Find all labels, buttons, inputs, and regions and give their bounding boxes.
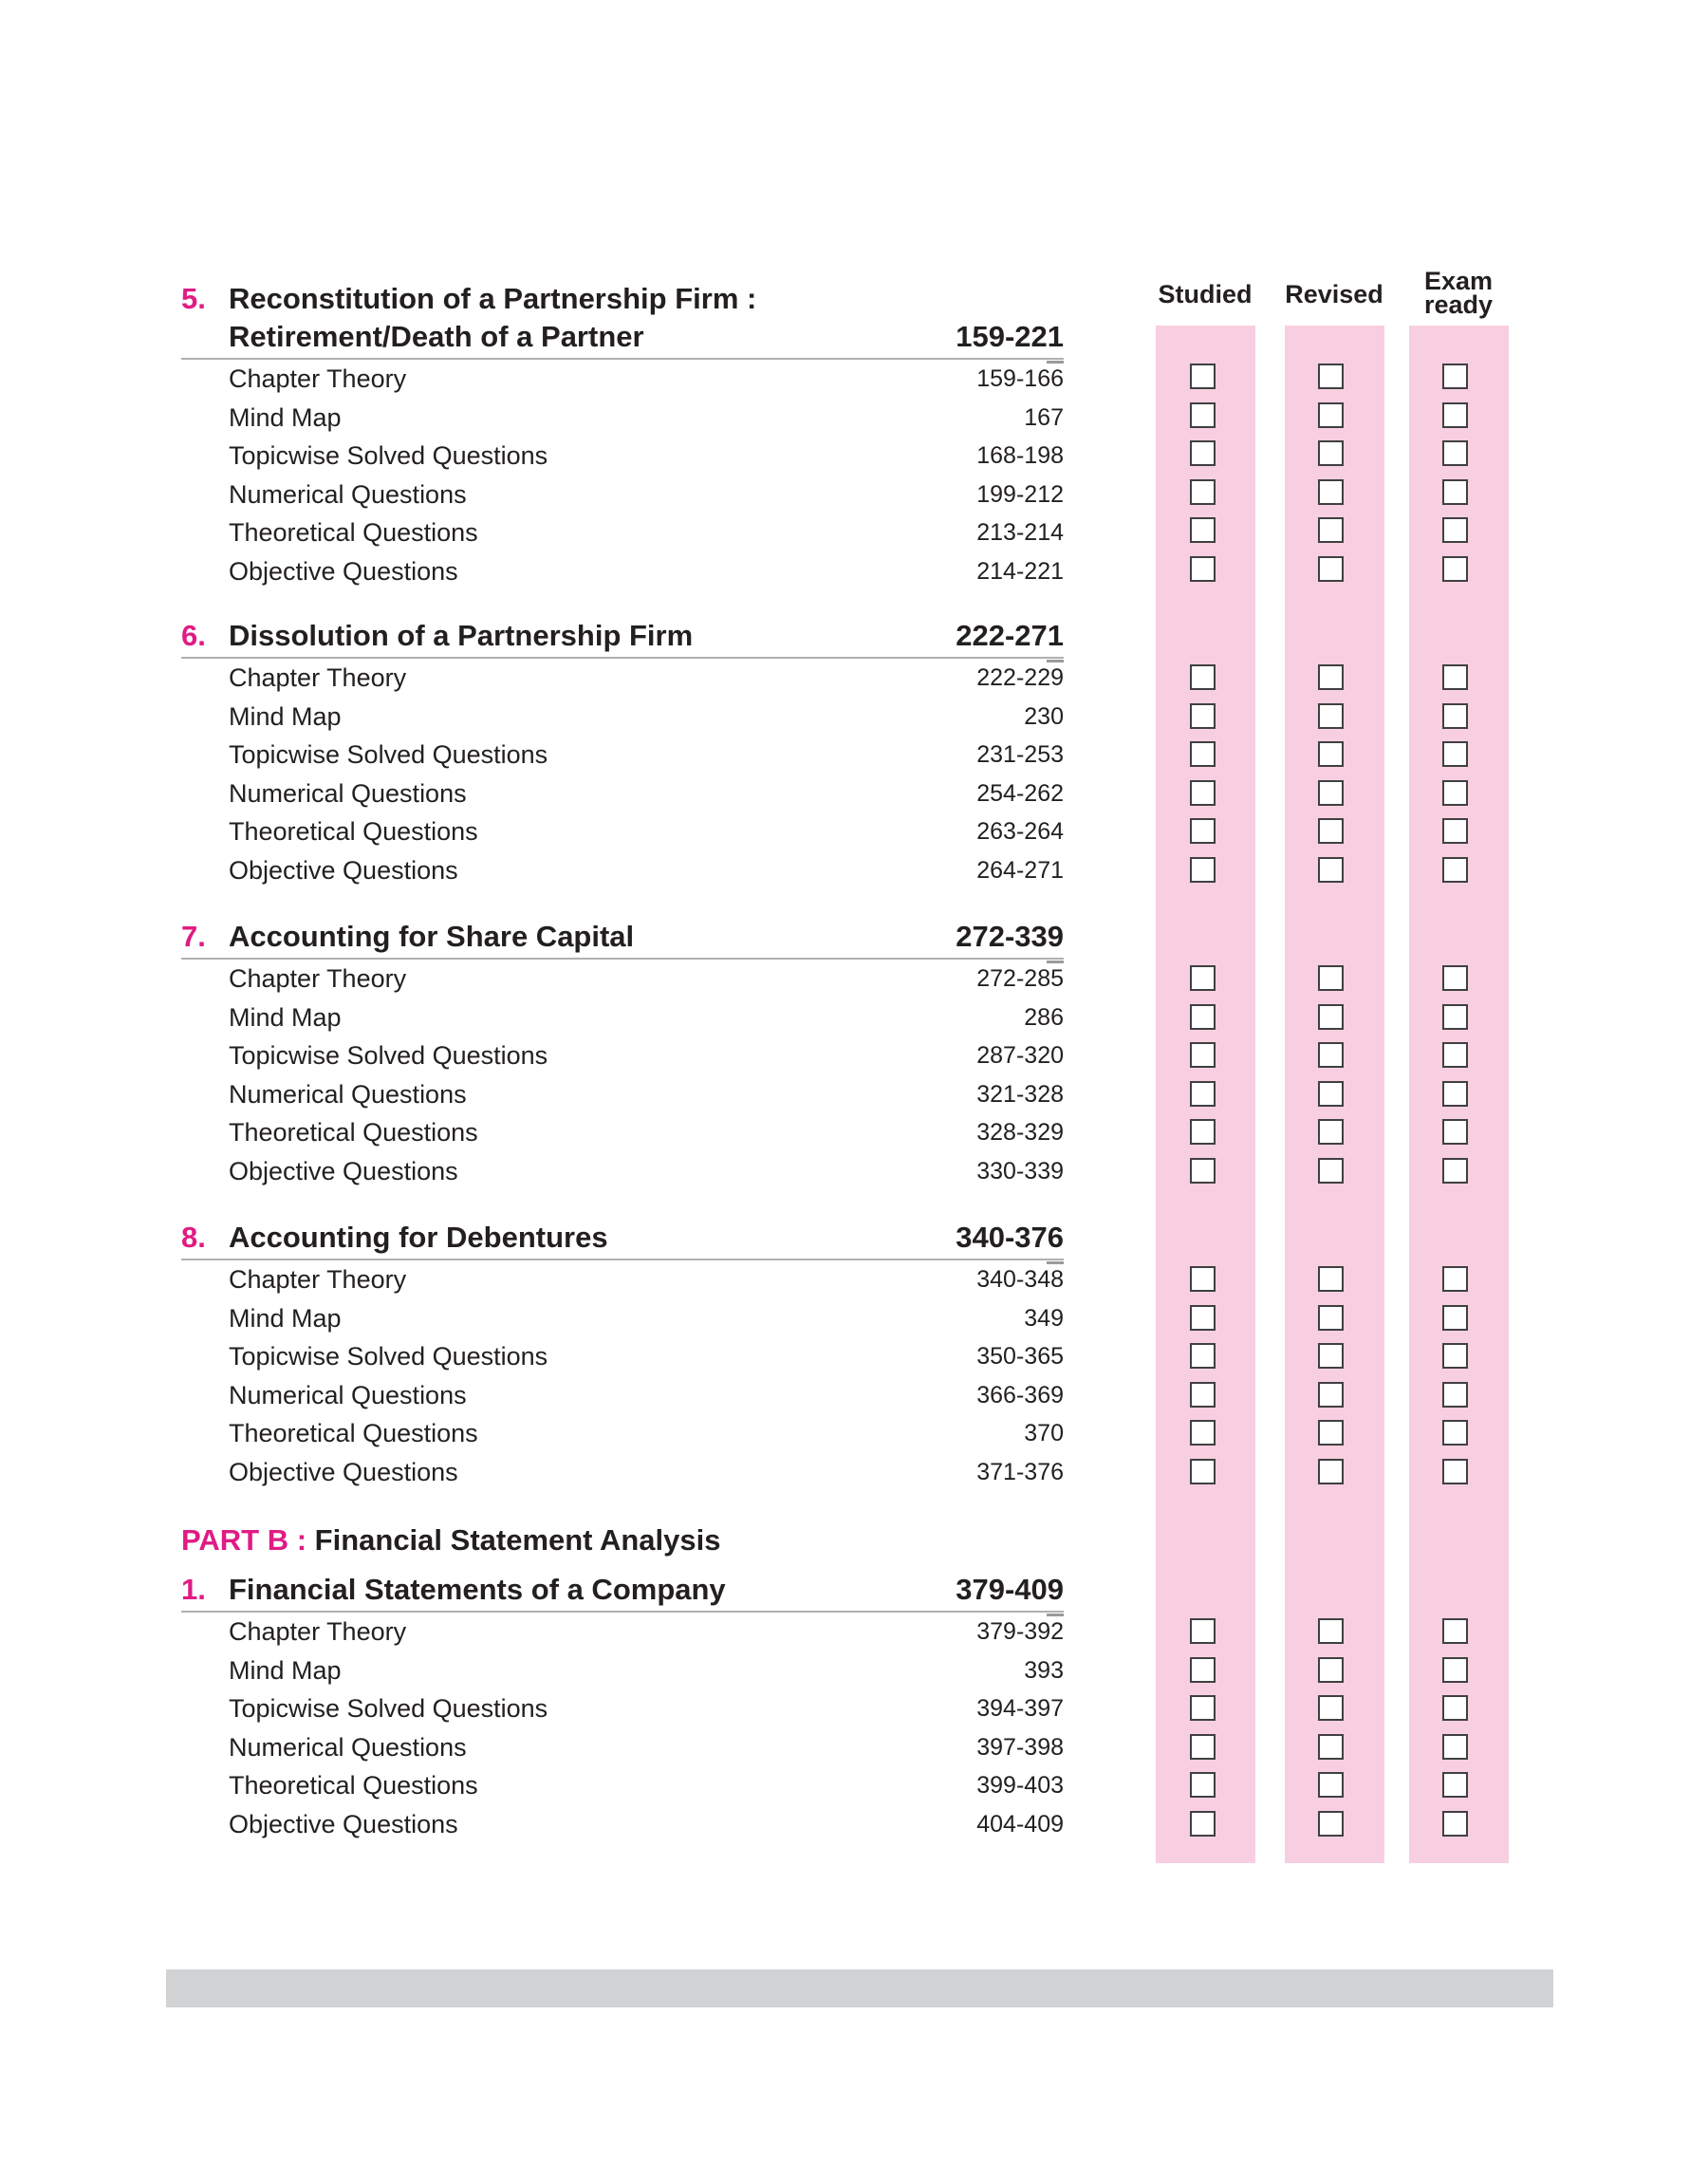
exam-ready-checkbox[interactable] xyxy=(1442,741,1468,767)
chapter-pages: 222-271 xyxy=(956,617,1064,655)
exam-ready-checkbox[interactable] xyxy=(1442,1695,1468,1721)
item-list xyxy=(181,360,1064,591)
studied-checkbox[interactable] xyxy=(1190,1695,1216,1721)
revised-checkbox[interactable] xyxy=(1318,1042,1344,1068)
studied-checkbox[interactable] xyxy=(1190,402,1216,428)
studied-checkbox[interactable] xyxy=(1190,1004,1216,1030)
item-list xyxy=(181,1260,1064,1492)
exam-ready-checkbox[interactable] xyxy=(1442,1343,1468,1369)
studied-checkbox[interactable] xyxy=(1190,556,1216,582)
studied-checkbox[interactable] xyxy=(1190,741,1216,767)
item-label: Topicwise Solved Questions xyxy=(229,1342,548,1371)
item-pages: 264-271 xyxy=(976,856,1064,884)
chapter-pages: 379-409 xyxy=(956,1571,1064,1609)
revised-checkbox[interactable] xyxy=(1318,1459,1344,1484)
chapter-number: 1. xyxy=(181,1573,206,1606)
revised-checkbox[interactable] xyxy=(1318,965,1344,991)
item-label: Objective Questions xyxy=(229,1457,458,1486)
list-item xyxy=(181,960,1064,998)
revised-checkbox[interactable] xyxy=(1318,556,1344,582)
exam-ready-checkbox[interactable] xyxy=(1442,965,1468,991)
studied-checkbox[interactable] xyxy=(1190,517,1216,543)
revised-checkbox[interactable] xyxy=(1318,1734,1344,1760)
item-pages: 350-365 xyxy=(976,1343,1064,1371)
list-item xyxy=(181,1152,1064,1191)
item-label: Mind Map xyxy=(229,701,342,731)
chapter-title xyxy=(181,617,1064,659)
list-item xyxy=(181,736,1064,774)
exam-ready-checkbox[interactable] xyxy=(1442,703,1468,729)
chapter-number: 8. xyxy=(181,1221,206,1254)
list-item xyxy=(181,1453,1064,1492)
list-item xyxy=(181,1689,1064,1728)
item-list xyxy=(181,960,1064,1191)
list-item xyxy=(181,774,1064,813)
revised-checkbox[interactable] xyxy=(1318,440,1344,466)
item-list xyxy=(181,1613,1064,1844)
chapter-title-line2: Retirement/Death of a Partner xyxy=(229,320,644,353)
studied-checkbox[interactable] xyxy=(1190,1734,1216,1760)
list-item xyxy=(181,399,1064,438)
studied-checkbox[interactable] xyxy=(1190,664,1216,690)
item-label: Topicwise Solved Questions xyxy=(229,740,548,770)
exam-ready-checkbox[interactable] xyxy=(1442,1158,1468,1184)
exam-ready-checkbox[interactable] xyxy=(1442,1081,1468,1107)
studied-checkbox[interactable] xyxy=(1190,364,1216,389)
chapter-pages: 272-339 xyxy=(956,918,1064,956)
studied-checkbox[interactable] xyxy=(1190,1459,1216,1484)
revised-checkbox[interactable] xyxy=(1318,1343,1344,1369)
studied-checkbox[interactable] xyxy=(1190,1305,1216,1331)
item-label: Chapter Theory xyxy=(229,1265,407,1294)
chapter-title-line1: Reconstitution of a Partnership Firm : xyxy=(229,282,757,315)
item-label: Numerical Questions xyxy=(229,1079,467,1109)
item-label: Numerical Questions xyxy=(229,1732,467,1762)
list-item xyxy=(181,1260,1064,1299)
revised-checkbox[interactable] xyxy=(1318,1119,1344,1145)
chapter-title xyxy=(181,1571,1064,1613)
item-pages: 159-166 xyxy=(976,365,1064,392)
revised-checkbox[interactable] xyxy=(1318,1004,1344,1030)
studied-checkbox[interactable] xyxy=(1190,1042,1216,1068)
item-pages: 272-285 xyxy=(976,965,1064,992)
exam-ready-checkbox[interactable] xyxy=(1442,1734,1468,1760)
list-item xyxy=(181,1414,1064,1453)
revised-checkbox[interactable] xyxy=(1318,1158,1344,1184)
item-label: Objective Questions xyxy=(229,855,458,885)
item-pages: 328-329 xyxy=(976,1119,1064,1147)
exam-ready-checkbox[interactable] xyxy=(1442,857,1468,883)
studied-checkbox[interactable] xyxy=(1190,1158,1216,1184)
item-label: Mind Map xyxy=(229,402,342,432)
item-pages: 321-328 xyxy=(976,1080,1064,1108)
item-pages: 287-320 xyxy=(976,1042,1064,1070)
item-label: Mind Map xyxy=(229,1655,342,1685)
item-pages: 371-376 xyxy=(976,1458,1064,1485)
list-item xyxy=(181,476,1064,514)
revised-checkbox[interactable] xyxy=(1318,364,1344,389)
studied-checkbox[interactable] xyxy=(1190,440,1216,466)
item-label: Objective Questions xyxy=(229,556,458,586)
item-pages: 263-264 xyxy=(976,818,1064,846)
part-b-heading xyxy=(181,1521,720,1559)
exam-ready-checkbox[interactable] xyxy=(1442,1119,1468,1145)
part-label: PART B : xyxy=(181,1523,307,1557)
item-pages: 394-397 xyxy=(976,1695,1064,1723)
exam-ready-checkbox[interactable] xyxy=(1442,1811,1468,1837)
chapter-8 xyxy=(181,1219,1064,1492)
list-item xyxy=(181,1337,1064,1376)
chapter-7 xyxy=(181,918,1064,1191)
list-item xyxy=(181,1376,1064,1415)
list-item xyxy=(181,1728,1064,1767)
part-title: Financial Statement Analysis xyxy=(314,1523,721,1557)
studied-checkbox[interactable] xyxy=(1190,780,1216,806)
revised-checkbox[interactable] xyxy=(1318,479,1344,505)
list-item xyxy=(181,698,1064,737)
list-item xyxy=(181,552,1064,591)
revised-checkbox[interactable] xyxy=(1318,1618,1344,1644)
footer-bar xyxy=(166,1969,1553,2007)
item-pages: 330-339 xyxy=(976,1157,1064,1185)
chapter-pages: 340-376 xyxy=(956,1219,1064,1257)
studied-checkbox[interactable] xyxy=(1190,818,1216,844)
item-label: Mind Map xyxy=(229,1002,342,1032)
chapter-6 xyxy=(181,617,1064,890)
studied-checkbox[interactable] xyxy=(1190,1081,1216,1107)
item-label: Theoretical Questions xyxy=(229,1118,478,1147)
exam-ready-checkbox[interactable] xyxy=(1442,364,1468,389)
exam-ready-checkbox[interactable] xyxy=(1442,818,1468,844)
item-pages: 213-214 xyxy=(976,519,1064,547)
list-item xyxy=(181,1075,1064,1114)
revised-checkbox[interactable] xyxy=(1318,780,1344,806)
item-label: Chapter Theory xyxy=(229,1617,407,1646)
exam-ready-header-line1: Exam xyxy=(1423,267,1494,295)
chapter-title-line1: Dissolution of a Partnership Firm xyxy=(229,619,694,652)
revised-checkbox[interactable] xyxy=(1318,1772,1344,1798)
revised-checkbox[interactable] xyxy=(1318,1695,1344,1721)
revised-checkbox[interactable] xyxy=(1318,1266,1344,1292)
list-item xyxy=(181,437,1064,476)
item-label: Topicwise Solved Questions xyxy=(229,1041,548,1071)
revised-checkbox[interactable] xyxy=(1318,1811,1344,1837)
studied-checkbox[interactable] xyxy=(1190,1772,1216,1798)
revised-checkbox[interactable] xyxy=(1318,1081,1344,1107)
studied-checkbox[interactable] xyxy=(1190,965,1216,991)
item-pages: 393 xyxy=(1024,1656,1064,1684)
exam-ready-checkbox[interactable] xyxy=(1442,479,1468,505)
item-pages: 399-403 xyxy=(976,1772,1064,1800)
revised-checkbox[interactable] xyxy=(1318,1305,1344,1331)
item-pages: 254-262 xyxy=(976,779,1064,807)
list-item xyxy=(181,998,1064,1037)
item-pages: 286 xyxy=(1024,1003,1064,1031)
list-item xyxy=(181,1805,1064,1844)
item-label: Objective Questions xyxy=(229,1809,458,1838)
studied-checkbox[interactable] xyxy=(1190,1657,1216,1683)
studied-checkbox[interactable] xyxy=(1190,1119,1216,1145)
chapter-title-line1: Accounting for Share Capital xyxy=(229,920,635,953)
item-pages: 222-229 xyxy=(976,664,1064,691)
item-pages: 366-369 xyxy=(976,1381,1064,1409)
revised-checkbox[interactable] xyxy=(1318,402,1344,428)
item-label: Theoretical Questions xyxy=(229,518,478,548)
item-pages: 199-212 xyxy=(976,480,1064,508)
revised-checkbox[interactable] xyxy=(1318,857,1344,883)
list-item xyxy=(181,659,1064,698)
list-item xyxy=(181,1113,1064,1152)
list-item xyxy=(181,360,1064,399)
item-pages: 214-221 xyxy=(976,557,1064,585)
studied-checkbox[interactable] xyxy=(1190,703,1216,729)
list-item xyxy=(181,812,1064,851)
chapter-number: 6. xyxy=(181,619,206,652)
item-pages: 404-409 xyxy=(976,1810,1064,1838)
exam-ready-checkbox[interactable] xyxy=(1442,440,1468,466)
chapter-title-line1: Financial Statements of a Company xyxy=(229,1573,726,1606)
revised-checkbox[interactable] xyxy=(1318,1657,1344,1683)
item-label: Numerical Questions xyxy=(229,479,467,509)
studied-checkbox[interactable] xyxy=(1190,1618,1216,1644)
exam-ready-checkbox[interactable] xyxy=(1442,780,1468,806)
revised-checkbox[interactable] xyxy=(1318,741,1344,767)
item-pages: 397-398 xyxy=(976,1733,1064,1761)
item-label: Topicwise Solved Questions xyxy=(229,441,548,471)
item-label: Theoretical Questions xyxy=(229,1419,478,1448)
exam-ready-header xyxy=(1387,267,1530,319)
item-pages: 231-253 xyxy=(976,741,1064,769)
revised-header: Revised xyxy=(1285,280,1383,308)
item-label: Theoretical Questions xyxy=(229,817,478,847)
chapter-title xyxy=(181,280,1064,360)
item-pages: 168-198 xyxy=(976,442,1064,470)
exam-ready-checkbox[interactable] xyxy=(1442,402,1468,428)
item-label: Chapter Theory xyxy=(229,663,407,692)
list-item xyxy=(181,1299,1064,1338)
list-item xyxy=(181,513,1064,552)
item-label: Objective Questions xyxy=(229,1156,458,1185)
studied-checkbox[interactable] xyxy=(1190,1382,1216,1408)
revised-checkbox[interactable] xyxy=(1318,818,1344,844)
studied-checkbox[interactable] xyxy=(1190,1811,1216,1837)
exam-ready-checkbox[interactable] xyxy=(1442,1618,1468,1644)
exam-ready-header-line2: ready xyxy=(1423,290,1494,319)
exam-ready-checkbox[interactable] xyxy=(1442,1382,1468,1408)
exam-ready-checkbox[interactable] xyxy=(1442,1772,1468,1798)
studied-header: Studied xyxy=(1158,280,1253,308)
item-list xyxy=(181,659,1064,890)
chapter-title xyxy=(181,1219,1064,1260)
list-item xyxy=(181,1613,1064,1651)
studied-checkbox[interactable] xyxy=(1190,1343,1216,1369)
list-item xyxy=(181,851,1064,890)
item-pages: 370 xyxy=(1024,1420,1064,1447)
revised-checkbox[interactable] xyxy=(1318,1420,1344,1446)
revised-checkbox[interactable] xyxy=(1318,664,1344,690)
item-pages: 167 xyxy=(1024,403,1064,431)
chapter-5 xyxy=(181,280,1064,591)
chapter-number: 7. xyxy=(181,920,206,953)
exam-ready-checkbox[interactable] xyxy=(1442,1305,1468,1331)
exam-ready-checkbox[interactable] xyxy=(1442,517,1468,543)
exam-ready-checkbox[interactable] xyxy=(1442,1266,1468,1292)
exam-ready-checkbox[interactable] xyxy=(1442,1657,1468,1683)
exam-ready-checkbox[interactable] xyxy=(1442,1420,1468,1446)
exam-ready-checkbox[interactable] xyxy=(1442,1042,1468,1068)
item-label: Mind Map xyxy=(229,1303,342,1333)
chapter-number: 5. xyxy=(181,282,206,315)
item-label: Theoretical Questions xyxy=(229,1771,478,1801)
item-pages: 379-392 xyxy=(976,1618,1064,1645)
exam-ready-checkbox[interactable] xyxy=(1442,556,1468,582)
item-label: Chapter Theory xyxy=(229,964,407,993)
studied-checkbox[interactable] xyxy=(1190,857,1216,883)
item-label: Numerical Questions xyxy=(229,1380,467,1409)
list-item xyxy=(181,1036,1064,1075)
exam-ready-checkbox[interactable] xyxy=(1442,1459,1468,1484)
studied-checkbox[interactable] xyxy=(1190,1266,1216,1292)
chapter-b1 xyxy=(181,1571,1064,1844)
exam-ready-checkbox[interactable] xyxy=(1442,664,1468,690)
studied-checkbox[interactable] xyxy=(1190,1420,1216,1446)
item-pages: 230 xyxy=(1024,702,1064,730)
chapter-pages: 159-221 xyxy=(956,318,1064,356)
chapter-title-line1: Accounting for Debentures xyxy=(229,1221,608,1254)
item-pages: 349 xyxy=(1024,1304,1064,1332)
exam-ready-checkbox[interactable] xyxy=(1442,1004,1468,1030)
revised-checkbox[interactable] xyxy=(1318,517,1344,543)
item-label: Chapter Theory xyxy=(229,364,407,393)
item-pages: 340-348 xyxy=(976,1266,1064,1293)
revised-checkbox[interactable] xyxy=(1318,1382,1344,1408)
studied-checkbox[interactable] xyxy=(1190,479,1216,505)
chapter-title xyxy=(181,918,1064,960)
item-label: Numerical Questions xyxy=(229,778,467,808)
list-item xyxy=(181,1766,1064,1805)
revised-checkbox[interactable] xyxy=(1318,703,1344,729)
item-label: Topicwise Solved Questions xyxy=(229,1694,548,1724)
list-item xyxy=(181,1651,1064,1690)
